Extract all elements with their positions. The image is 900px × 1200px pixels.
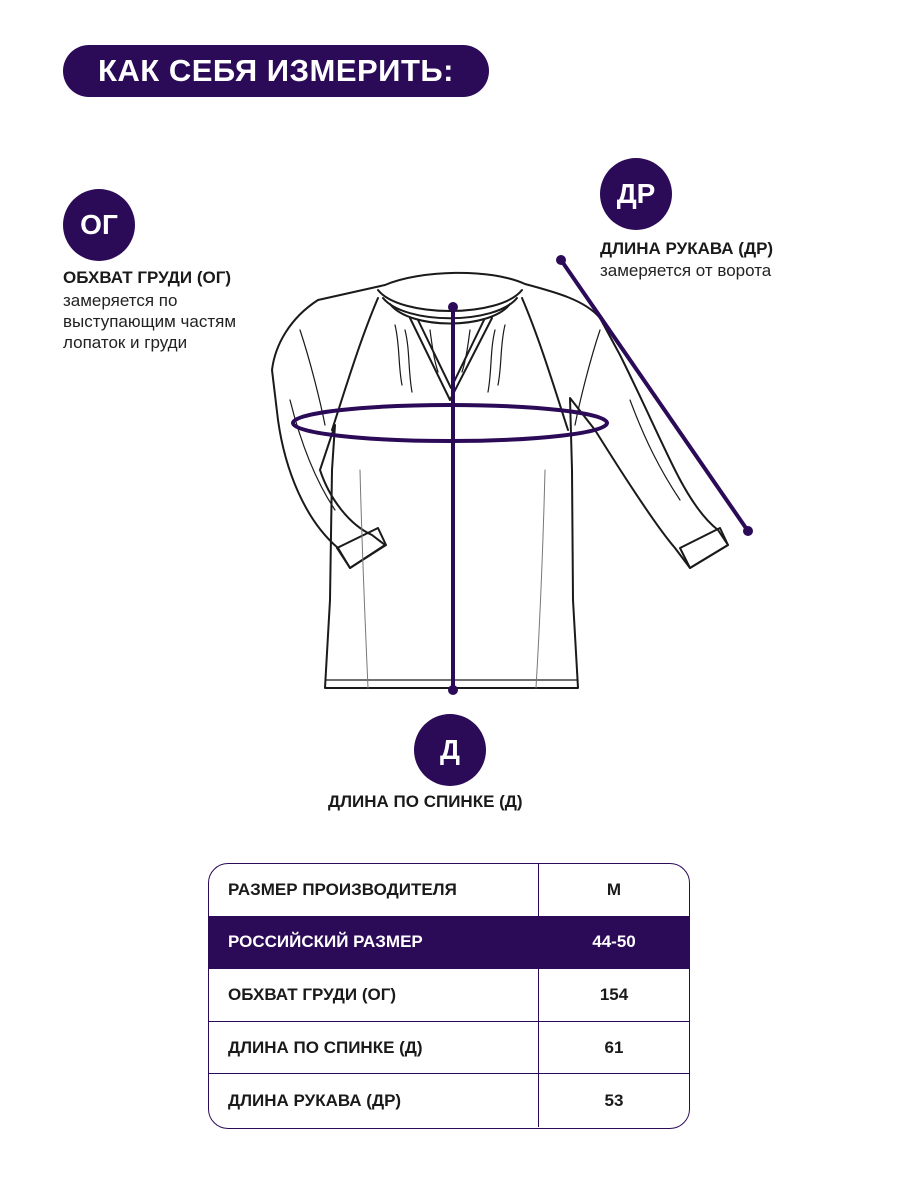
table-row (209, 969, 689, 1022)
table-cell-value: 61 (604, 1037, 624, 1057)
table-cell-value: 53 (604, 1090, 624, 1110)
table-cell-label: ДЛИНА РУКАВА (ДР) (209, 1074, 539, 1127)
table-row (209, 864, 689, 917)
table-row (209, 1022, 689, 1075)
size-table (208, 863, 690, 1129)
chest-description-line: выступающим частям (63, 312, 237, 331)
blouse-illustration (260, 240, 780, 710)
table-row-highlighted (209, 917, 689, 970)
table-cell-label: ОБХВАТ ГРУДИ (ОГ) (209, 969, 539, 1021)
page-title: КАК СЕБЯ ИЗМЕРИТЬ: (63, 45, 489, 97)
table-row (209, 1074, 689, 1127)
table-cell-value: 154 (599, 984, 629, 1004)
chest-badge: ОГ (63, 189, 135, 261)
chest-description-line: замеряется по (63, 291, 178, 310)
sleeve-description: замеряется от ворота (600, 261, 772, 280)
table-cell-label: РАЗМЕР ПРОИЗВОДИТЕЛЯ (209, 864, 539, 916)
chest-heading: ОБХВАТ ГРУДИ (ОГ) (63, 268, 232, 287)
table-cell-label: РОССИЙСКИЙ РАЗМЕР (209, 917, 539, 969)
table-cell-value: 44-50 (592, 932, 636, 952)
chest-description (63, 290, 236, 353)
back-length-heading: ДЛИНА ПО СПИНКЕ (Д) (328, 792, 523, 811)
sleeve-heading: ДЛИНА РУКАВА (ДР) (600, 239, 774, 258)
chest-description-line: лопаток и груди (63, 333, 188, 352)
sleeve-badge: ДР (600, 158, 672, 230)
table-cell-label: ДЛИНА ПО СПИНКЕ (Д) (209, 1022, 539, 1074)
table-cell-value: M (606, 879, 622, 899)
back-length-badge: Д (414, 714, 486, 786)
